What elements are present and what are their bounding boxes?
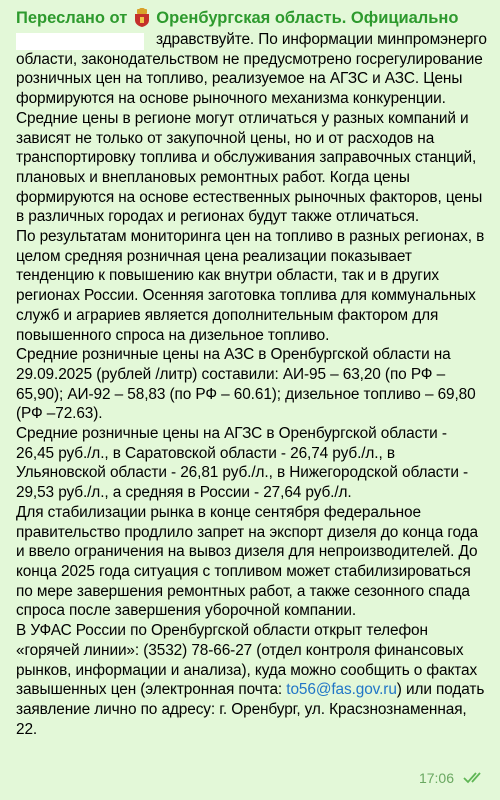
contact-text: В УФАС России по Оренбургской области открыт телефон «горячей линии»: (3532) 78-66-27 (отдел контроля финансовых рынков, информации и анализа), куда можно сообщить о фактах завышенных цен (электронная почта: (16, 622, 478, 699)
forwarded-source-name[interactable]: Оренбургская область. Официально (156, 8, 459, 27)
paragraph: Средние розничные цены на АГЗС в Оренбургской области - 26,45 руб./л., в Саратовской области - 26,74 руб./л., в Ульяновской области - 26,81 руб./л., в Нижегородской области - 29,53 руб./л., а средняя в России - 27,64 руб./л. (16, 425, 469, 502)
message-text (16, 30, 487, 739)
contact-paragraph (16, 621, 487, 739)
double-check-icon (463, 771, 487, 785)
paragraph: Для стабилизации рынка в конце сентября федеральное правительство продлило запрет на экспорт дизеля до конца года и ввело ограничения на вывоз дизеля для непроизводителей. До конца 2025 года ситуация с топливом может стабилизироваться по мере завершения ремонтных работ, а также сезонного спада спроса после завершения уборочной компании. (16, 503, 478, 620)
paragraph: По результатам мониторинга цен на топливо в разных регионах, в целом средняя розничная цена реализации показывает тенденцию к повышению как внутри области, так и в других регионах России. Осенняя заготовка топлива для коммунальных служб и аграриев является дополнительным фактором для повышенного спроса на дизельное топливо. (16, 228, 485, 344)
redacted-name (16, 33, 144, 50)
paragraph: Средние розничные цены на АЗС в Оренбургской области на 29.09.2025 (рублей /литр) составили: АИ-95 – 63,20 (по РФ – 65,90); АИ-92 – 58,83 (по РФ – 60.61); дизельное топливо – 69,80 (РФ –72.63). (16, 346, 476, 423)
message-time: 17:06 (418, 770, 454, 786)
coat-of-arms-icon (133, 8, 151, 28)
forwarded-prefix: Переслано от (16, 8, 128, 27)
contact-text-end: ) или подать заявление лично по адресу: г. Оренбург, ул. Красзнознаменная, 22. (16, 681, 485, 738)
forwarded-header[interactable] (16, 6, 487, 30)
first-paragraph: здравствуйте. По информации минпромэнерго области, законодательством не предусмотрено госрегулирование розничных цен на топливо, реализуемое на АГЗС и АЗС. Цены формируются на основе рыночного механизма конкуренции. Средние цены в регионе могут отличаться у разных компаний и зависят не только от закупочной цены, но и от расходов на транспортировку топлива и обслуживания заправочных станций, плановых и внеплановых ремонтных работ. Когда цены формируются на основе естественных рыночных факторов, цены в различных городах и регионах будут также отличаться. (16, 31, 487, 226)
email-link[interactable]: to56@fas.gov.ru (286, 681, 397, 699)
